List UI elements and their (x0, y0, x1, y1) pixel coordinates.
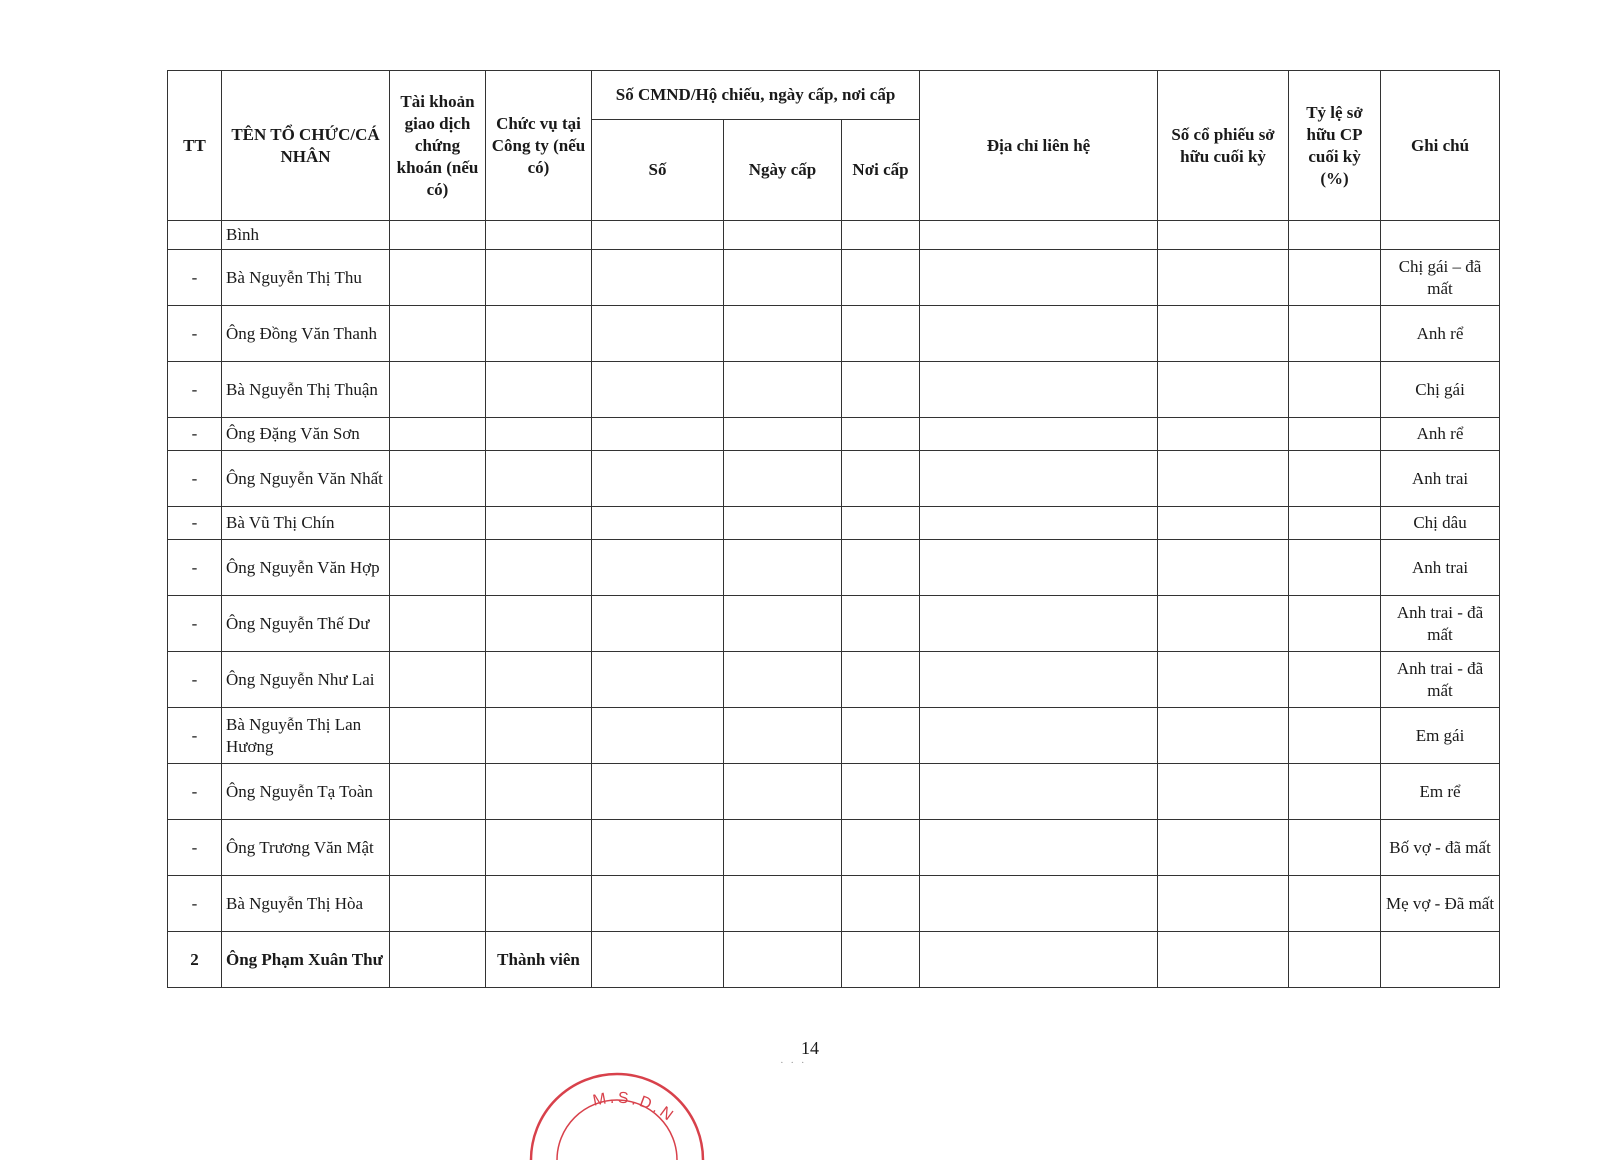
cell-issue-date (724, 540, 842, 596)
cell-issue-date (724, 362, 842, 418)
cell-tt: - (168, 306, 222, 362)
cell-issue-place (842, 932, 920, 988)
cell-id-number (592, 764, 724, 820)
table-row (168, 596, 1500, 652)
cell-issue-place (842, 362, 920, 418)
cell-shares (1158, 540, 1289, 596)
cell-id-number (592, 820, 724, 876)
cell-shares (1158, 250, 1289, 306)
cell-shares (1158, 764, 1289, 820)
cell-tt: - (168, 764, 222, 820)
cell-tt: 2 (168, 932, 222, 988)
cell-tt: - (168, 876, 222, 932)
cell-note: Em gái (1381, 708, 1500, 764)
cell-issue-date (724, 876, 842, 932)
cell-address (920, 932, 1158, 988)
cell-note: Anh trai (1381, 451, 1500, 507)
cell-shares (1158, 596, 1289, 652)
table-row (168, 362, 1500, 418)
cell-tt: - (168, 362, 222, 418)
cell-name: Bà Nguyễn Thị Hòa (222, 876, 390, 932)
cell-position (486, 764, 592, 820)
cell-issue-date (724, 306, 842, 362)
cell-account (390, 418, 486, 451)
cell-ratio (1289, 306, 1381, 362)
cell-tt: - (168, 418, 222, 451)
cell-address (920, 451, 1158, 507)
cell-issue-place (842, 418, 920, 451)
cell-position (486, 876, 592, 932)
cell-issue-date (724, 652, 842, 708)
cell-note: Anh rể (1381, 418, 1500, 451)
cell-note: Chị gái (1381, 362, 1500, 418)
cell-name: Ông Nguyễn Văn Hợp (222, 540, 390, 596)
cell-position (486, 652, 592, 708)
cell-name: Bà Vũ Thị Chín (222, 507, 390, 540)
cell-position (486, 507, 592, 540)
cell-position (486, 596, 592, 652)
cell-address (920, 540, 1158, 596)
cell-note: Mẹ vợ - Đã mất (1381, 876, 1500, 932)
cell-issue-date (724, 932, 842, 988)
cell-name: Bà Nguyễn Thị Thu (222, 250, 390, 306)
cell-account (390, 250, 486, 306)
svg-text:M.S.D.N (592, 1090, 679, 1126)
cell-position (486, 250, 592, 306)
cell-id-number (592, 708, 724, 764)
cell-account (390, 306, 486, 362)
cell-name: Bà Nguyễn Thị Lan Hương (222, 708, 390, 764)
page-number: 14 (801, 1038, 819, 1058)
cell-address (920, 250, 1158, 306)
cell-address (920, 764, 1158, 820)
cell-issue-place (842, 652, 920, 708)
cell-address (920, 221, 1158, 250)
cell-ratio (1289, 362, 1381, 418)
cell-id-number (592, 418, 724, 451)
cell-note (1381, 221, 1500, 250)
col-header-notes: Ghi chú (1381, 71, 1500, 221)
cell-issue-place (842, 764, 920, 820)
cell-id-number (592, 507, 724, 540)
table-row (168, 540, 1500, 596)
cell-account (390, 451, 486, 507)
cell-name: Bình (222, 221, 390, 250)
cell-account (390, 596, 486, 652)
cell-address (920, 362, 1158, 418)
table-header-row (168, 71, 1500, 120)
cell-ratio (1289, 507, 1381, 540)
col-header-address: Địa chỉ liên hệ (920, 71, 1158, 221)
cell-ratio (1289, 540, 1381, 596)
cell-issue-place (842, 507, 920, 540)
table-row (168, 507, 1500, 540)
cell-account (390, 540, 486, 596)
cell-tt: - (168, 540, 222, 596)
cell-note: Em rể (1381, 764, 1500, 820)
table-row (168, 764, 1500, 820)
cell-issue-place (842, 221, 920, 250)
company-seal (522, 1060, 712, 1160)
cell-ratio (1289, 876, 1381, 932)
shareholder-table (167, 70, 1500, 988)
cell-name: Ông Phạm Xuân Thư (222, 932, 390, 988)
cell-shares (1158, 221, 1289, 250)
col-header-ratio: Tỷ lệ sở hữu CP cuối kỳ (%) (1289, 71, 1381, 221)
cell-name: Ông Nguyễn Thế Dư (222, 596, 390, 652)
cell-tt: - (168, 596, 222, 652)
cell-account (390, 876, 486, 932)
cell-issue-date (724, 507, 842, 540)
cell-address (920, 507, 1158, 540)
cell-note (1381, 932, 1500, 988)
cell-ratio (1289, 451, 1381, 507)
cell-tt: - (168, 652, 222, 708)
cell-account (390, 221, 486, 250)
table-row (168, 708, 1500, 764)
col-header-id-number: Số (592, 120, 724, 221)
cell-issue-place (842, 820, 920, 876)
cell-ratio (1289, 221, 1381, 250)
cell-issue-date (724, 764, 842, 820)
cell-id-number (592, 362, 724, 418)
cell-account (390, 932, 486, 988)
cell-ratio (1289, 932, 1381, 988)
cell-id-number (592, 250, 724, 306)
table-body (168, 221, 1500, 988)
cell-issue-date (724, 250, 842, 306)
cell-issue-place (842, 306, 920, 362)
cell-issue-place (842, 708, 920, 764)
table-row (168, 932, 1500, 988)
cell-issue-date (724, 418, 842, 451)
cell-address (920, 306, 1158, 362)
cell-ratio (1289, 250, 1381, 306)
cell-position (486, 708, 592, 764)
cell-address (920, 708, 1158, 764)
table-row (168, 820, 1500, 876)
cell-name: Bà Nguyễn Thị Thuận (222, 362, 390, 418)
col-header-shares: Số cổ phiếu sở hữu cuối kỳ (1158, 71, 1289, 221)
table-row (168, 652, 1500, 708)
cell-position: Thành viên (486, 932, 592, 988)
cell-note: Anh trai - đã mất (1381, 596, 1500, 652)
cell-issue-place (842, 596, 920, 652)
cell-ratio (1289, 764, 1381, 820)
cell-account (390, 652, 486, 708)
cell-shares (1158, 876, 1289, 932)
cell-address (920, 876, 1158, 932)
cell-note: Chị gái – đã mất (1381, 250, 1500, 306)
col-header-id-group: Số CMND/Hộ chiếu, ngày cấp, nơi cấp (592, 71, 920, 120)
cell-tt: - (168, 451, 222, 507)
cell-issue-date (724, 221, 842, 250)
cell-name: Ông Trương Văn Mật (222, 820, 390, 876)
cell-issue-place (842, 540, 920, 596)
cell-issue-place (842, 250, 920, 306)
cell-position (486, 362, 592, 418)
cell-name: Ông Đặng Văn Sơn (222, 418, 390, 451)
cell-account (390, 764, 486, 820)
cell-ratio (1289, 708, 1381, 764)
cell-account (390, 708, 486, 764)
cell-name: Ông Nguyễn Văn Nhất (222, 451, 390, 507)
cell-position (486, 820, 592, 876)
cell-note: Anh rể (1381, 306, 1500, 362)
cell-id-number (592, 540, 724, 596)
cell-position (486, 306, 592, 362)
cell-shares (1158, 306, 1289, 362)
cell-address (920, 596, 1158, 652)
cell-name: Ông Đồng Văn Thanh (222, 306, 390, 362)
cell-shares (1158, 708, 1289, 764)
col-header-issue-date: Ngày cấp (724, 120, 842, 221)
cell-id-number (592, 876, 724, 932)
cell-shares (1158, 451, 1289, 507)
cell-shares (1158, 418, 1289, 451)
cell-issue-date (724, 596, 842, 652)
cell-account (390, 507, 486, 540)
cell-tt: - (168, 820, 222, 876)
cell-tt: - (168, 708, 222, 764)
cell-note: Chị dâu (1381, 507, 1500, 540)
cell-position (486, 540, 592, 596)
col-header-account: Tài khoản giao dịch chứng khoán (nếu có) (390, 71, 486, 221)
table-row (168, 250, 1500, 306)
cell-name: Ông Nguyễn Như Lai (222, 652, 390, 708)
table-row (168, 221, 1500, 250)
col-header-position: Chức vụ tại Công ty (nếu có) (486, 71, 592, 221)
cell-position (486, 221, 592, 250)
cell-id-number (592, 652, 724, 708)
cell-name: Ông Nguyễn Tạ Toàn (222, 764, 390, 820)
col-header-tt: TT (168, 71, 222, 221)
cell-issue-place (842, 876, 920, 932)
cell-account (390, 362, 486, 418)
cell-tt: - (168, 250, 222, 306)
cell-position (486, 451, 592, 507)
cell-note: Anh trai - đã mất (1381, 652, 1500, 708)
table-row (168, 418, 1500, 451)
cell-shares (1158, 932, 1289, 988)
cell-issue-place (842, 451, 920, 507)
cell-note: Bố vợ - đã mất (1381, 820, 1500, 876)
cell-ratio (1289, 820, 1381, 876)
col-header-name: TÊN TỔ CHỨC/CÁ NHÂN (222, 71, 390, 221)
cell-issue-date (724, 708, 842, 764)
cell-shares (1158, 507, 1289, 540)
col-header-issue-place: Nơi cấp (842, 120, 920, 221)
cell-tt: - (168, 507, 222, 540)
cell-issue-date (724, 820, 842, 876)
cell-id-number (592, 221, 724, 250)
cell-id-number (592, 932, 724, 988)
cell-id-number (592, 451, 724, 507)
cell-address (920, 820, 1158, 876)
cell-shares (1158, 820, 1289, 876)
cell-note: Anh trai (1381, 540, 1500, 596)
cell-id-number (592, 596, 724, 652)
cell-address (920, 418, 1158, 451)
cell-issue-date (724, 451, 842, 507)
table-row (168, 451, 1500, 507)
cell-shares (1158, 362, 1289, 418)
seal-text: M.S.D.N (591, 1089, 679, 1127)
cell-tt (168, 221, 222, 250)
ink-smudge: · · · (780, 1057, 807, 1069)
cell-address (920, 652, 1158, 708)
cell-shares (1158, 652, 1289, 708)
cell-ratio (1289, 596, 1381, 652)
cell-position (486, 418, 592, 451)
cell-id-number (592, 306, 724, 362)
cell-ratio (1289, 418, 1381, 451)
table-row (168, 876, 1500, 932)
cell-ratio (1289, 652, 1381, 708)
table-row (168, 306, 1500, 362)
cell-account (390, 820, 486, 876)
